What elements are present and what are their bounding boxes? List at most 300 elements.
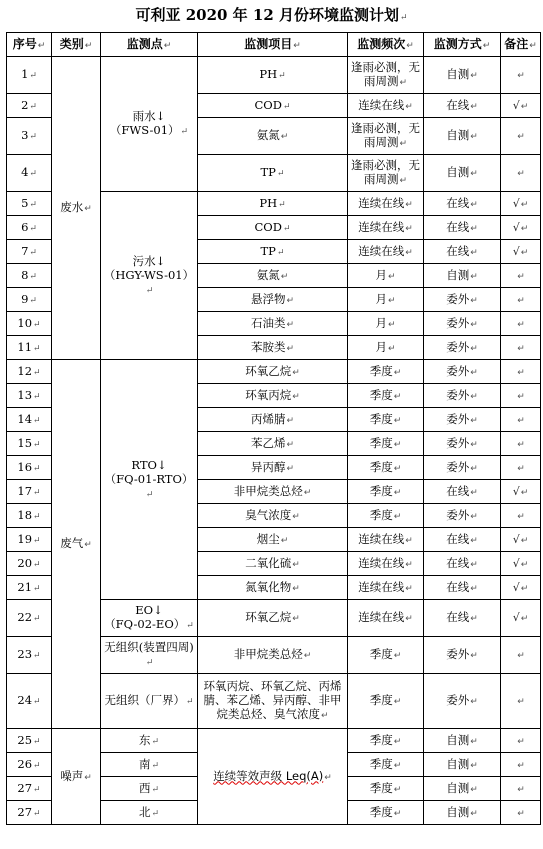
category-cell-text: 废气: [60, 536, 84, 550]
mode-cell-text: 在线: [446, 531, 470, 546]
paragraph-mark: ↵: [470, 463, 478, 474]
mode-cell-text: 自测: [446, 780, 470, 795]
mode-cell: [424, 456, 501, 480]
paragraph-mark: ↵: [84, 204, 92, 214]
item-cell-text: 苯胺类: [250, 339, 286, 354]
mode-cell: [424, 552, 501, 576]
item-cell-text: COD: [254, 219, 282, 234]
seq-cell-text: 11: [17, 339, 33, 354]
header-item: 监测项目↵: [198, 33, 348, 57]
paragraph-mark: ↵: [33, 614, 41, 624]
freq-cell-text: 月: [375, 339, 387, 354]
paragraph-mark: ↵: [29, 247, 37, 258]
item-cell-text: 氮氧化物: [245, 579, 292, 594]
paragraph-mark: ↵: [280, 132, 289, 142]
item-cell: [198, 94, 348, 118]
mode-cell: [424, 94, 501, 118]
paragraph-mark: ↵: [387, 271, 396, 282]
paragraph-mark: ↵: [470, 132, 478, 142]
header-category: 类别↵: [52, 33, 101, 57]
paragraph-mark: ↵: [33, 760, 41, 771]
paragraph-mark: ↵: [517, 391, 525, 402]
note-cell: [501, 504, 541, 528]
mode-cell: [424, 801, 501, 825]
title-text: 可利亚 2020 年 12 月份环境监测计划: [135, 6, 399, 24]
seq-cell-text: 6: [21, 219, 29, 234]
paragraph-mark: ↵: [292, 583, 300, 594]
paragraph-mark: ↵: [280, 535, 289, 546]
paragraph-mark: ↵: [470, 223, 478, 234]
paragraph-mark: ↵: [29, 223, 37, 234]
paragraph-mark: ↵: [276, 169, 285, 179]
paragraph-mark: ↵: [470, 614, 478, 624]
paragraph-mark: ↵: [278, 199, 286, 210]
item-cell-text: 非甲烷类总烃: [233, 647, 303, 661]
freq-cell-text: 月: [375, 267, 387, 282]
freq-cell: [348, 480, 424, 504]
freq-cell: [348, 504, 424, 528]
seq-cell: [7, 528, 52, 552]
mode-cell-text: 在线: [446, 483, 470, 498]
paragraph-mark: ↵: [517, 697, 525, 707]
paragraph-mark: ↵: [399, 78, 408, 88]
note-cell-text: √: [512, 220, 520, 234]
paragraph-mark: ↵: [470, 295, 478, 306]
freq-cell-text: 季度: [369, 732, 393, 747]
header-row: [7, 33, 541, 57]
seq-cell-text: 19: [17, 531, 33, 546]
mode-cell: [424, 753, 501, 777]
point-cell: [101, 192, 198, 360]
mode-cell: [424, 600, 501, 637]
paragraph-mark: ↵: [84, 772, 92, 783]
table-body: [7, 57, 541, 825]
seq-cell: [7, 637, 52, 674]
mode-cell: [424, 729, 501, 753]
mode-cell-text: 在线: [446, 579, 470, 594]
note-cell: [501, 600, 541, 637]
table-row: [7, 360, 541, 384]
seq-cell-text: 12: [17, 363, 33, 378]
freq-cell: [348, 456, 424, 480]
item-cell-text: 连续等效声级 Leq(A): [213, 768, 324, 783]
paragraph-mark: ↵: [517, 651, 525, 661]
freq-cell-text: 连续在线: [358, 531, 405, 546]
seq-cell: [7, 753, 52, 777]
header-seq: 序号↵: [7, 33, 52, 57]
item-cell-text: PH: [259, 195, 278, 210]
seq-cell-text: 10: [17, 315, 33, 330]
mode-cell-text: 委外: [446, 435, 470, 450]
freq-cell-text: 季度: [369, 411, 393, 426]
seq-cell-text: 17: [17, 483, 33, 498]
header-point: 监测点↵: [101, 33, 198, 57]
freq-cell-text: 连续在线: [358, 579, 405, 594]
note-cell: [501, 384, 541, 408]
freq-cell: [348, 240, 424, 264]
item-cell-text: 异丙醇: [250, 459, 286, 474]
mode-cell: [424, 216, 501, 240]
mode-cell-text: 自测: [446, 756, 470, 771]
item-cell-text: COD: [254, 97, 282, 112]
paragraph-mark: ↵: [517, 271, 525, 282]
freq-cell-text: 季度: [369, 459, 393, 474]
freq-cell: [348, 336, 424, 360]
category-cell-text: 废水: [60, 200, 84, 214]
freq-cell: [348, 155, 424, 192]
item-cell: [198, 674, 348, 729]
paragraph-mark: ↵: [29, 71, 37, 81]
paragraph-mark: ↵: [393, 391, 402, 402]
point-cell: [101, 801, 198, 825]
point-cell: [101, 637, 198, 674]
paragraph-mark: ↵: [470, 391, 478, 402]
freq-cell-text: 月: [375, 315, 387, 330]
note-cell: [501, 312, 541, 336]
paragraph-mark: ↵: [29, 132, 37, 142]
paragraph-mark: ↵: [520, 223, 529, 234]
category-cell: [52, 360, 101, 729]
paragraph-mark: ↵: [286, 343, 295, 354]
seq-cell-text: 21: [17, 579, 33, 594]
freq-cell: [348, 384, 424, 408]
freq-cell: [348, 576, 424, 600]
paragraph-mark: ↵: [186, 621, 194, 631]
seq-cell: [7, 240, 52, 264]
point-cell-text: 无组织（厂界）: [104, 693, 185, 707]
seq-cell: [7, 674, 52, 729]
mode-cell-text: 委外: [446, 291, 470, 306]
paragraph-mark: ↵: [470, 651, 478, 661]
note-cell-text: √: [512, 484, 520, 498]
paragraph-mark: ↵: [520, 614, 529, 624]
point-cell: [101, 777, 198, 801]
seq-cell: [7, 118, 52, 155]
item-cell: [198, 600, 348, 637]
item-cell: [198, 240, 348, 264]
paragraph-mark: ↵: [33, 367, 41, 378]
paragraph-mark: ↵: [520, 583, 529, 594]
freq-cell: [348, 729, 424, 753]
paragraph-mark: ↵: [520, 199, 529, 210]
paragraph-mark: ↵: [151, 808, 160, 819]
note-cell-text: √: [512, 532, 520, 546]
paragraph-mark: ↵: [393, 463, 402, 474]
item-cell-text: 苯乙烯: [250, 435, 286, 450]
item-cell: [198, 480, 348, 504]
paragraph-mark: ↵: [470, 487, 478, 498]
mode-cell-text: 自测: [446, 128, 470, 142]
paragraph-mark: ↵: [33, 415, 41, 426]
paragraph-mark: ↵: [33, 559, 41, 570]
mode-cell: [424, 777, 501, 801]
paragraph-mark: ↵: [470, 169, 478, 179]
seq-cell-text: 1: [21, 67, 29, 81]
paragraph-mark: ↵: [399, 139, 408, 149]
mode-cell: [424, 240, 501, 264]
mode-cell: [424, 408, 501, 432]
mode-cell: [424, 528, 501, 552]
paragraph-mark: ↵: [33, 808, 41, 819]
point-cell: [101, 360, 198, 600]
seq-cell: [7, 360, 52, 384]
paragraph-mark: ↵: [520, 487, 529, 498]
paragraph-mark: ↵: [29, 101, 37, 112]
paragraph-mark: ↵: [470, 415, 478, 426]
item-cell: [198, 408, 348, 432]
freq-cell-text: 季度: [369, 483, 393, 498]
freq-cell: [348, 360, 424, 384]
item-cell-text: 氨氮: [256, 128, 280, 142]
seq-cell-text: 7: [21, 243, 29, 258]
seq-cell-text: 13: [17, 387, 33, 402]
seq-cell: [7, 288, 52, 312]
point-cell: [101, 600, 198, 637]
point-cell-text: 南: [138, 756, 151, 771]
seq-cell: [7, 480, 52, 504]
note-cell-text: √: [512, 98, 520, 112]
item-cell: [198, 264, 348, 288]
paragraph-mark: ↵: [470, 583, 478, 594]
seq-cell: [7, 264, 52, 288]
paragraph-mark: ↵: [33, 583, 41, 594]
item-cell: [198, 504, 348, 528]
item-cell: [198, 57, 348, 94]
paragraph-mark: ↵: [393, 736, 402, 747]
category-cell-text: 噪声: [60, 768, 84, 783]
seq-cell-text: 4: [21, 165, 29, 179]
item-cell: [198, 729, 348, 825]
freq-cell-text: 逢雨必测，无雨周测: [351, 121, 420, 149]
item-cell-text: 二氧化硫: [245, 555, 292, 570]
paragraph-mark: ↵: [393, 367, 402, 378]
paragraph-mark: ↵: [33, 439, 41, 450]
mode-cell-text: 委外: [446, 647, 470, 661]
paragraph-mark: ↵: [517, 808, 525, 819]
mode-cell-text: 委外: [446, 693, 470, 707]
seq-cell: [7, 504, 52, 528]
paragraph-mark: ↵: [292, 614, 300, 624]
mode-cell: [424, 384, 501, 408]
freq-cell-text: 逢雨必测，无雨周测: [351, 60, 420, 88]
point-cell-text: 东: [138, 732, 151, 747]
paragraph-mark: ↵: [387, 343, 396, 354]
paragraph-mark: ↵: [292, 511, 300, 522]
paragraph-mark: ↵: [405, 101, 413, 112]
freq-cell-text: 季度: [369, 363, 393, 378]
freq-cell-text: 季度: [369, 756, 393, 771]
paragraph-mark: ↵: [470, 271, 478, 282]
mode-cell-text: 自测: [446, 165, 470, 179]
paragraph-mark: ↵: [517, 511, 525, 522]
paragraph-mark: ↵: [180, 127, 189, 137]
freq-cell-text: 季度: [369, 693, 393, 707]
paragraph-mark: ↵: [286, 439, 295, 450]
note-cell: [501, 777, 541, 801]
note-cell: [501, 753, 541, 777]
paragraph-mark: ↵: [151, 760, 160, 771]
mode-cell-text: 在线: [446, 97, 470, 112]
item-cell-text: 非甲烷类总烃: [233, 483, 303, 498]
paragraph-mark: ↵: [292, 391, 300, 402]
paragraph-mark: ↵: [145, 489, 154, 500]
paragraph-mark: ↵: [276, 247, 285, 258]
mode-cell-text: 自测: [446, 804, 470, 819]
item-cell: [198, 456, 348, 480]
freq-cell: [348, 600, 424, 637]
paragraph-mark: ↵: [470, 736, 478, 747]
paragraph-mark: ↵: [470, 511, 478, 522]
freq-cell: [348, 753, 424, 777]
seq-cell: [7, 801, 52, 825]
seq-cell-text: 14: [17, 411, 33, 426]
note-cell: [501, 192, 541, 216]
note-cell: [501, 528, 541, 552]
paragraph-mark: ↵: [405, 583, 413, 594]
paragraph-mark: ↵: [520, 101, 529, 112]
seq-cell-text: 18: [17, 507, 33, 522]
point-cell: [101, 753, 198, 777]
item-cell: [198, 312, 348, 336]
note-cell: [501, 336, 541, 360]
note-cell: [501, 118, 541, 155]
item-cell: [198, 360, 348, 384]
paragraph-mark: ↵: [517, 760, 525, 771]
freq-cell-text: 连续在线: [358, 555, 405, 570]
seq-cell: [7, 336, 52, 360]
item-cell: [198, 288, 348, 312]
note-cell: [501, 552, 541, 576]
freq-cell: [348, 637, 424, 674]
seq-cell: [7, 432, 52, 456]
item-cell-text: 环氧乙烷: [245, 363, 292, 378]
item-cell: [198, 384, 348, 408]
point-cell-text: 雨水↓ （FWS-01）: [109, 109, 180, 137]
mode-cell-text: 委外: [446, 387, 470, 402]
paragraph-mark: ↵: [470, 559, 478, 570]
mode-cell: [424, 504, 501, 528]
seq-cell-text: 20: [17, 555, 33, 570]
mode-cell-text: 自测: [446, 732, 470, 747]
paragraph-mark: ↵: [393, 439, 402, 450]
item-cell-text: TP: [260, 243, 276, 258]
table-row: [7, 729, 541, 753]
seq-cell: [7, 216, 52, 240]
monitoring-plan-table: [6, 32, 541, 825]
note-cell-text: √: [512, 196, 520, 210]
mode-cell-text: 在线: [446, 555, 470, 570]
mode-cell: [424, 155, 501, 192]
item-cell: [198, 552, 348, 576]
item-cell-text: 悬浮物: [250, 291, 286, 306]
point-cell: [101, 729, 198, 753]
mode-cell: [424, 480, 501, 504]
freq-cell: [348, 118, 424, 155]
note-cell-text: √: [512, 244, 520, 258]
paragraph-mark: ↵: [29, 295, 37, 306]
seq-cell: [7, 192, 52, 216]
freq-cell: [348, 408, 424, 432]
freq-cell: [348, 552, 424, 576]
paragraph-mark: ↵: [517, 367, 525, 378]
item-cell-text: PH: [259, 67, 278, 81]
paragraph-mark: ↵: [292, 367, 300, 378]
seq-cell-text: 26: [17, 756, 33, 771]
note-cell: [501, 456, 541, 480]
mode-cell-text: 委外: [446, 411, 470, 426]
paragraph-mark: ↵: [393, 697, 402, 707]
paragraph-mark: ↵: [145, 658, 154, 668]
seq-cell: [7, 777, 52, 801]
note-cell: [501, 57, 541, 94]
note-cell-text: √: [512, 556, 520, 570]
paragraph-mark: ↵: [29, 199, 37, 210]
paragraph-mark: ↵: [405, 535, 413, 546]
paragraph-mark: ↵: [470, 439, 478, 450]
paragraph-mark: ↵: [33, 736, 41, 747]
mode-cell: [424, 192, 501, 216]
paragraph-mark: ↵: [33, 391, 41, 402]
freq-cell-text: 季度: [369, 780, 393, 795]
paragraph-mark: ↵: [517, 169, 525, 179]
seq-cell: [7, 552, 52, 576]
seq-cell: [7, 312, 52, 336]
note-cell: [501, 360, 541, 384]
paragraph-mark: ↵: [517, 319, 525, 330]
note-cell: [501, 216, 541, 240]
freq-cell-text: 季度: [369, 387, 393, 402]
paragraph-mark: ↵: [320, 711, 329, 721]
paragraph-mark: ↵: [393, 760, 402, 771]
item-cell-text: 臭气浓度: [245, 507, 292, 522]
point-cell-text: EO↓ （FQ-02-EO）: [104, 603, 186, 631]
note-cell: [501, 729, 541, 753]
paragraph-mark: ↵: [33, 343, 41, 354]
freq-cell: [348, 312, 424, 336]
mode-cell: [424, 360, 501, 384]
header-freq: 监测频次↵: [348, 33, 424, 57]
header-note: 备注↵: [501, 33, 541, 57]
mode-cell-text: 委外: [446, 507, 470, 522]
freq-cell-text: 季度: [369, 507, 393, 522]
seq-cell-text: 25: [17, 732, 33, 747]
paragraph-mark: ↵: [470, 367, 478, 378]
freq-cell-text: 连续在线: [358, 195, 405, 210]
paragraph-mark: ↵: [399, 176, 408, 186]
mode-cell-text: 在线: [446, 195, 470, 210]
seq-cell-text: 27: [17, 780, 33, 795]
freq-cell: [348, 432, 424, 456]
freq-cell-text: 季度: [369, 804, 393, 819]
freq-cell: [348, 192, 424, 216]
seq-cell-text: 5: [21, 195, 29, 210]
point-cell-text: 北: [138, 804, 151, 819]
paragraph-mark: ↵: [393, 487, 402, 498]
paragraph-mark: ↵: [151, 736, 160, 747]
item-cell-text: 烟尘: [256, 531, 280, 546]
freq-cell: [348, 288, 424, 312]
paragraph-mark: ↵: [470, 808, 478, 819]
point-cell-text: 西: [138, 780, 151, 795]
mode-cell: [424, 432, 501, 456]
point-cell-text: RTO↓ （FQ-01-RTO）: [104, 457, 194, 486]
seq-cell: [7, 155, 52, 192]
item-cell: [198, 155, 348, 192]
paragraph-mark: ↵: [517, 463, 525, 474]
table-row: [7, 57, 541, 94]
paragraph-mark: ↵: [470, 71, 478, 81]
freq-cell-text: 季度: [369, 647, 393, 661]
